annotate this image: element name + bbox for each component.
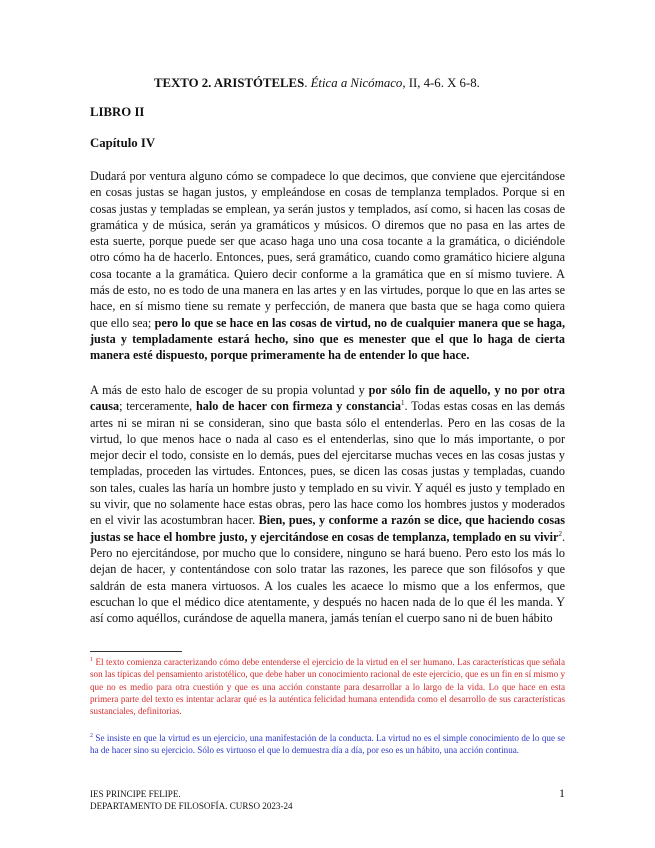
paragraph-2-bold-a: por sólo fin de aquello, y no por otra causa xyxy=(90,383,565,414)
paragraph-2-bold-b: halo de hacer con firmeza y constancia xyxy=(195,399,401,414)
footnote-2-text: Se insiste en que la virtud es un ejercicio, una manifestación de la conducta. La virtud no es el simple conocimiento de lo que se ha de hacer sino su ejercicio. Sólo es virtuoso el que lo demuestra día a día, por eso es un hábito, una acción continua. xyxy=(90,733,565,756)
paragraph-1-bold: pero lo que se hace en las cosas de virtud, no de cualquier manera que se haga, justa y templadamente estará hecho, sino que es menester que el que lo haga de cierta manera esté dispuesto, porque primeramente ha de entender lo que hace. xyxy=(90,315,565,363)
paragraph-2-text-c: . Todas estas cosas en las demás artes ni se miran ni se consideran, sino que basta sólo el entenderlas. Pero en las cosas de la virtud, lo que menos hace o nada al caso es el entenderlas, sino que lo más importante, o por mejor decir el todo, consiste en lo demás, pues del ejercitarse muchas veces en las cosas justas y templadas, proceden las virtudes. Entonces, pues, se dicen las cosas justas y templadas, cuando son tales, cuales las haría un hombre justo y templado en su vivir. Y aquél es justo y templado en su vivir, que no solamente hace estas obras, pero las hace como los hombres justos y moderados en el vivir las acostumbran hacer. xyxy=(90,399,565,528)
footnote-divider xyxy=(90,651,182,652)
paragraph-1 xyxy=(90,168,565,364)
paragraph-2 xyxy=(90,382,565,626)
page-footer xyxy=(90,788,293,812)
book-heading: LIBRO II xyxy=(90,105,145,119)
footnote-2 xyxy=(90,732,565,757)
footnote-ref-2[interactable]: 2 xyxy=(558,529,562,538)
footnote-1-number: 1 xyxy=(90,656,93,663)
paragraph-2-text-b: ; terceramente, xyxy=(119,399,196,414)
title-ref: , II, 4-6. X 6-8. xyxy=(402,76,480,90)
footnote-1 xyxy=(90,656,565,717)
page-number: 1 xyxy=(559,786,565,800)
footer-school: IES PRINCIPE FELIPE. xyxy=(90,789,181,799)
footer-department: DEPARTAMENTO DE FILOSOFÍA. CURSO 2023-24 xyxy=(90,801,293,811)
page-title xyxy=(154,76,480,91)
title-sep: . xyxy=(304,76,311,90)
footnote-1-text: El texto comienza caracterizando cómo debe entenderse el ejercicio de la virtud en el ser humano. Las características que señala son las típicas del pensamiento aristotélico, que debe haber un conocimiento racional de este ejercicio, que es un fin en sí mismo y que no es medio para otra cuestión y que es una acción constante para desarrollar a lo largo de la vida. Lo que hace en esta primera parte del texto es intentar aclarar qué es la auténtica felicidad humana entendida como el desarrollo de sus características sustanciales, definitorias. xyxy=(90,657,565,717)
paragraph-2-text-d: . Pero no ejercitándose, por mucho que lo considere, ninguno se hará bueno. Pero esto los más lo dejan de hacer, y contentándose con solo tratar las razones, les parece que son filósofos y que saldrán de esta manera virtuosos. A los cuales les acaece lo mismo que a los enfermos, que escuchan lo que el médico dice atentamente, y después no hacen nada de lo que él les manda. Y así como aquéllos, curándose de aquella manera, jamás tenían el cuerpo sano ni de buen hábito xyxy=(90,529,565,626)
chapter-heading: Capítulo IV xyxy=(90,136,156,150)
paragraph-1-text: Dudará por ventura alguno cómo se compadece lo que decimos, que conviene que ejercitándose en cosas justas se hagan justos, y empleándose en cosas de templanza templados. Porque si en cosas justas y templadas se emplean, ya serán justos y templados, así como, si hacen las cosas de gramática y de música, serán ya gramáticos y músicos. O diremos que no pasa en las artes de esta suerte, porque puede ser que acaso haga uno una cosa tocante a la gramática, o diciéndole otro cómo ha de hacerlo. Entonces, pues, será gramático, cuando como gramático hiciere alguna cosa tocante a la gramática. Quiero decir conforme a la gramática que en sí mismo tuviere. A más de esto, no es todo de una manera en las artes y en las virtudes, porque lo que en las artes se hace, en sí mismo tiene su remate y perfección, de manera que basta que se haga como quiera que ello sea; xyxy=(90,169,565,330)
footnote-ref-1[interactable]: 1 xyxy=(401,399,405,408)
footnote-2-number: 2 xyxy=(90,732,93,739)
title-work: Ética a Nicómaco xyxy=(310,76,403,90)
paragraph-2-bold-c: Bien, pues, y conforme a razón se dice, que haciendo cosas justas se hace el hombre justo, y ejercitándose en cosas de templanza, templado en su vivir xyxy=(90,513,565,544)
title-main: TEXTO 2. ARISTÓTELES xyxy=(154,76,305,90)
paragraph-2-text-a: A más de esto halo de escoger de su propia voluntad y xyxy=(90,383,369,397)
